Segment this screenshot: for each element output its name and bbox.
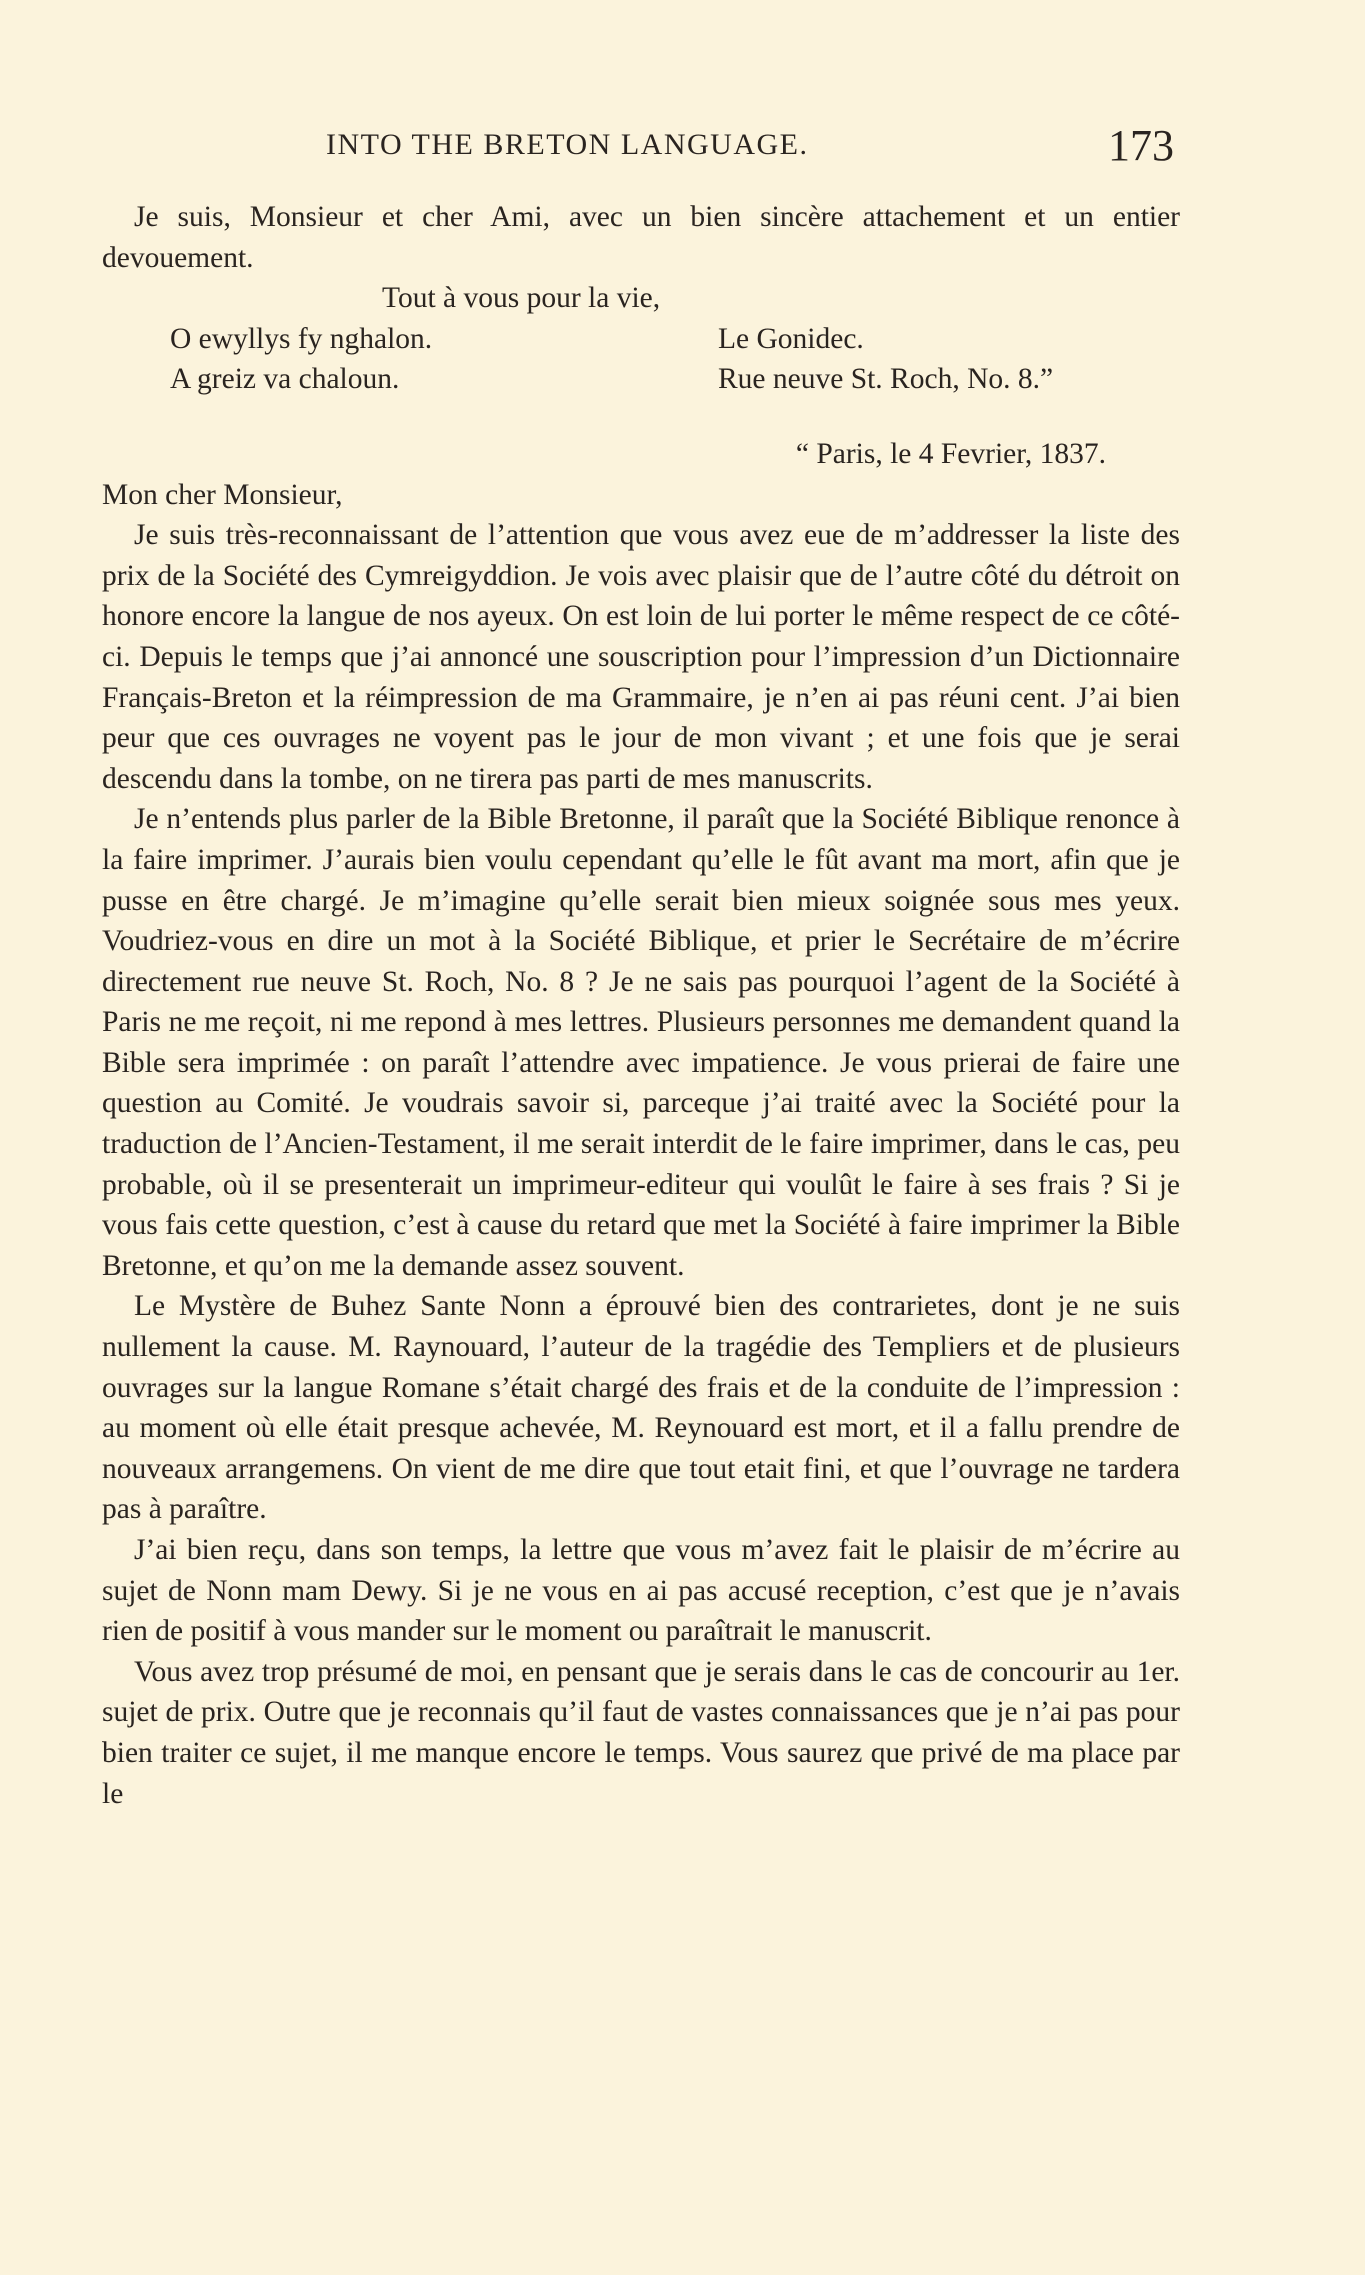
valediction: Tout à vous pour la vie, bbox=[382, 282, 661, 315]
page-number: 173 bbox=[1108, 121, 1174, 170]
paragraph: Le Mystère de Buhez Sante Nonn a éprouvé bien des contrarietes, dont je ne suis nullement la cause. M. Raynouard, l’auteur de la tragédie des Templiers et de plusieurs ouvrages sur la langue Romane s’était chargé des frais et de la conduite de l’impression : au moment où elle était presque achevée, M. Reynouard est mort, et il a fallu prendre de nouveaux arrangemens. On vient de me dire que tout etait fini, et que l’ouvrage ne tardera pas à paraître. bbox=[102, 1290, 1180, 1526]
paragraph: Je suis très-reconnaissant de l’attention que vous avez eue de m’addresser la liste des prix de la Société des Cymreigyddion. Je vois avec plaisir que de l’autre côté du détroit on honore encore la langue de nos ayeux. On est loin de lui porter le même respect de ce côté-ci. Depuis le temps que j’ai annoncé une souscription pour l’impression d’un Dictionnaire Français-Breton et la réimpression de ma Grammaire, je n’en ai pas réuni cent. J’ai bien peur que ces ouvrages ne voyent pas le jour de mon vivant ; et une fois que je serai descendu dans la tombe, on ne tirera pas parti de mes manuscrits. bbox=[102, 519, 1180, 795]
signature-row-2 bbox=[102, 359, 1180, 400]
paragraph: Je n’entends plus parler de la Bible Bretonne, il paraît que la Société Biblique renonce à la faire imprimer. J’aurais bien voulu cependant qu’elle le fût avant ma mort, afin que je pusse en être chargé. Je m’imagine qu’elle serait bien mieux soignée sous mes yeux. Voudriez-vous en dire un mot à la Société Biblique, et prier le Secrétaire de m’écrire directement rue neuve St. Roch, No. 8 ? Je ne sais pas pourquoi l’agent de la Société à Paris ne me reçoit, ni me repond à mes lettres. Plusieurs personnes me demandent quand la Bible sera imprimée : on paraît l’attendre avec impatience. Je vous prierai de faire une question au Comité. Je voudrais savoir si, parceque j’ai traité avec la Société pour la traduction de l’Ancien-Testament, il me serait interdit de le faire imprimer, dans le cas, peu probable, où il se presenterait un imprimeur-editeur qui voulût le faire à ses frais ? Si je vous fais cette question, c’est à cause du retard que met la Société à faire imprimer la Bible Bretonne, et qu’on me la demande assez souvent. bbox=[102, 803, 1180, 1282]
running-title: INTO THE BRETON LANGUAGE. bbox=[326, 128, 809, 161]
paragraph: J’ai bien reçu, dans son temps, la lettre que vous m’avez fait le plaisir de m’écrire au sujet de Nonn mam Dewy. Si je ne vous en ai pas accusé reception, c’est que je n’avais rien de positif à vous mander sur le moment ou paraîtrait le manuscrit. bbox=[102, 1534, 1180, 1648]
paragraph: Vous avez trop présumé de moi, en pensant que je serais dans le cas de concourir au 1er. sujet de prix. Outre que je reconnais qu’il faut de vastes connaissances que je n’ai pas pour bien traiter ce sujet, il me manque encore le temps. Vous saurez que privé de ma place par le bbox=[102, 1655, 1180, 1810]
signature-name: Le Gonidec. bbox=[718, 322, 864, 355]
signature-address: Rue neuve St. Roch, No. 8.” bbox=[718, 363, 1054, 396]
body-text bbox=[102, 197, 1180, 1814]
letter-salutation: Mon cher Monsieur, bbox=[102, 478, 343, 511]
signature-motto-breton: A greiz va chaloun. bbox=[170, 363, 400, 396]
signature-row-1 bbox=[102, 319, 1180, 360]
letter-closing-line: Je suis, Monsieur et cher Ami, avec un bien sincère attachement et un entier devouement. bbox=[102, 201, 1180, 274]
signature-motto-welsh: O ewyllys fy nghalon. bbox=[170, 322, 433, 355]
letter-dateline: “ Paris, le 4 Fevrier, 1837. bbox=[795, 437, 1106, 470]
